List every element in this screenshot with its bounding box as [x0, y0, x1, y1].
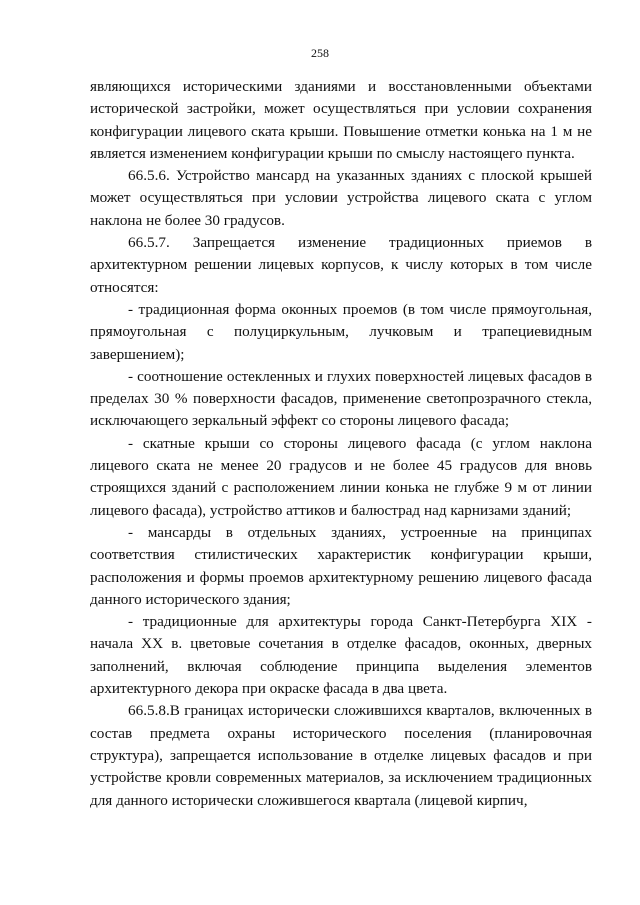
- paragraph-66-5-8: 66.5.8.В границах исторически сложившихся кварталов, включенных в состав предмета охраны исторического поселения (планировочная структура), запрещается использование в отделке лицевых фасадов и при устройстве кровли современных материалов, за исключением традиционных для данного исторически сложившегося квартала (лицевой кирпич,: [90, 702, 592, 809]
- list-item-glazing-ratio: - соотношение остекленных и глухих поверхностей лицевых фасадов в пределах 30 % поверхности фасадов, применение светопрозрачного стекла, исключающего зеркальный эффект со стороны лицевого фасада;: [90, 367, 592, 430]
- paragraph-66-5-6: 66.5.6. Устройство мансард на указанных зданиях с плоской крышей может осуществляться при условии устройства лицевого ската с углом наклона не более 30 градусов.: [90, 167, 592, 229]
- list-item-mansards: - мансарды в отдельных зданиях, устроенные на принципах соответствия стилистических характеристик конфигурации крыши, расположения и формы проемов архитектурному решению лицевого фасада данного исторического здания;: [90, 523, 592, 608]
- page-number: 258: [311, 46, 329, 60]
- list-item-colors: - традиционные для архитектуры города Санкт-Петербурга XIX - начала XX в. цветовые сочетания в отделке фасадов, оконных, дверных заполнений, включая соблюдение принципа выделения элементов архитектурного декора при окраске фасада в два цвета.: [90, 613, 592, 698]
- list-item-window-form: - традиционная форма оконных проемов (в том числе прямоугольная, прямоугольная с полуциркульным, лучковым и трапециевидным завершением);: [90, 300, 592, 363]
- body-text: [90, 76, 592, 812]
- paragraph-66-5-7: 66.5.7. Запрещается изменение традиционных приемов в архитектурном решении лицевых корпусов, к числу которых в том числе относятся:: [90, 234, 592, 296]
- list-item-pitched-roofs: - скатные крыши со стороны лицевого фасада (с углом наклона лицевого ската не менее 20 градусов и не более 45 градусов для вновь строящихся зданий с расположением линии конька не глубже 9 м от линии лицевого фасада), устройство аттиков и балюстрад над карнизами зданий;: [90, 434, 592, 519]
- paragraph-continuation: являющихся историческими зданиями и восстановленными объектами исторической застройки, может осуществляться при условии сохранения конфигурации лицевого ската крыши. Повышение отметки конька на 1 м не является изменением конфигурации крыши по смыслу настоящего пункта.: [90, 78, 592, 162]
